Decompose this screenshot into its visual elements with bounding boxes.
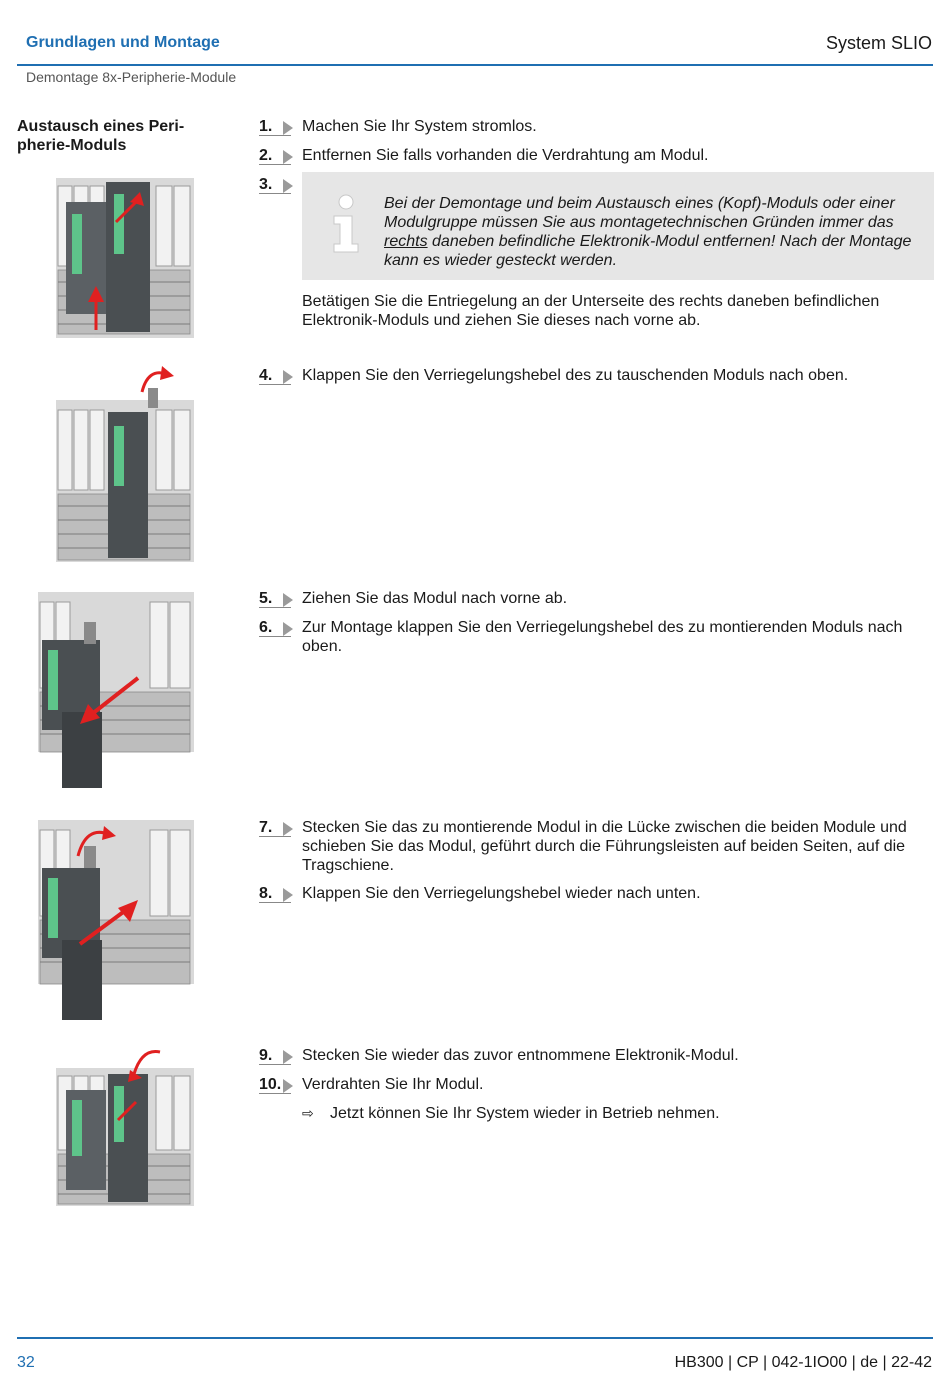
header-product-name: System SLIO [825,33,932,53]
step-arrow-icon [283,1050,293,1064]
step-arrow-icon [283,593,293,607]
step-arrow-icon [283,121,293,135]
note-underlined-word: rechts [384,233,428,250]
header-subsection: Demontage 8x-Peripherie-Module [26,69,237,85]
step3-paragraph: Betätigen Sie die Entriegelung an der Unterseite des rechts daneben befindlichen Elektronik-Moduls und ziehen Sie dieses nach vorne ab. [302,293,880,329]
header-rule [17,64,933,66]
footer-page-number: 32 [17,1354,35,1371]
result-arrow-icon: ⇨ [302,1105,314,1121]
step-arrow-icon [283,150,293,164]
step-arrow-icon [283,370,293,384]
figure-pull-module [38,592,194,788]
result-text: Jetzt können Sie Ihr System wieder in Betrieb nehmen. [330,1105,720,1122]
figure-insert-module [38,820,194,1020]
info-note [302,172,934,280]
step-arrow-icon [283,179,293,193]
step-arrow-icon [283,822,293,836]
step-arrow-icon [283,1079,293,1093]
figure-remove-electronic-module [56,178,194,338]
figure-reinsert-electronic-module [56,1046,194,1206]
side-title: Austausch eines Peri- pherie-Moduls [17,118,185,154]
header-section-title: Grundlagen und Montage [26,34,220,51]
figure-lever-up [56,366,194,562]
step-arrow-icon [283,622,293,636]
step-arrow-icon [283,888,293,902]
footer-document-id: HB300 | CP | 042-1IO00 | de | 22-42 [674,1354,932,1371]
footer-rule [17,1337,933,1339]
info-icon [326,194,366,254]
note-text: Bei der Demontage und beim Austausch eines (Kopf)-Moduls oder einer Modulgruppe müssen Sie aus montagetechnischen Gründen immer das rechts daneben befindliche Elektronik-Modul entfernen! Nach der Montage kann es wieder gesteckt werden. [384,195,912,269]
